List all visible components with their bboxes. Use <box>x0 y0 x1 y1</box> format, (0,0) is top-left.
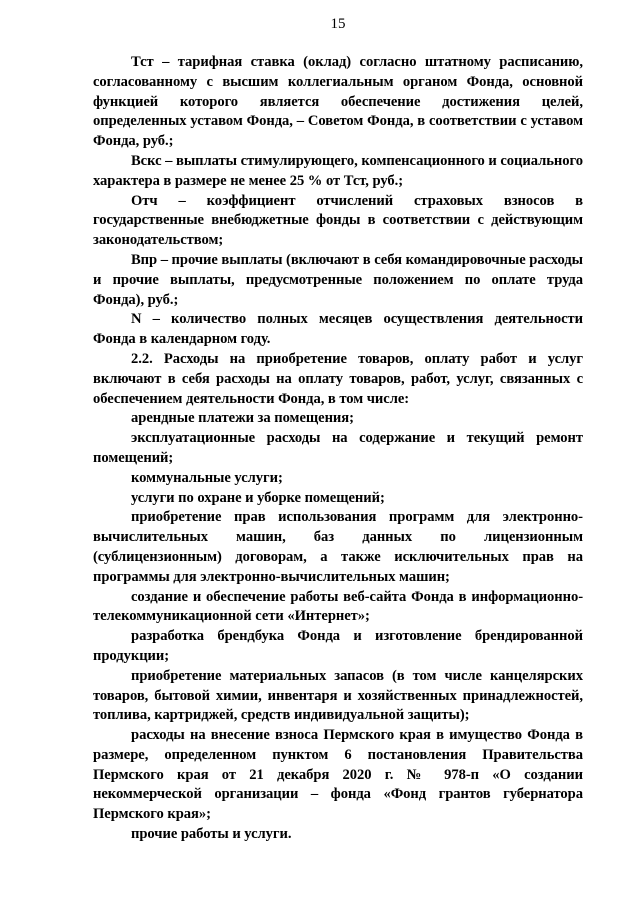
list-item-security-cleaning: услуги по охране и уборке помещений; <box>131 489 385 506</box>
list-item-rent: арендные платежи за помещения; <box>131 410 354 427</box>
paragraph-n-definition: N – количество полных месяцев осуществления деятельности Фонда в календарном году. <box>93 311 583 348</box>
list-item-software-rights: приобретение прав использования программ для электронно-вычислительных машин, баз данных по лицензионным (сублицензионным) договорам, а также исключительных прав на программы для электронно-вычислительных машин; <box>93 509 583 585</box>
list-item-contribution: расходы на внесение взноса Пермского края в имущество Фонда в размере, определенном пунктом 6 постановления Правительства Пермского края от 21 декабря 2020 г. № 978-п «О создании некоммерческой организации – фонда «Фонд грантов губернатора Пермского края»; <box>93 727 583 823</box>
list-item-other-services: прочие работы и услуги. <box>131 826 292 843</box>
list-item-materials: приобретение материальных запасов (в том числе канцелярских товаров, бытовой химии, инвентаря и хозяйственных принадлежностей, топлива, картриджей, средств индивидуальной защиты); <box>93 667 583 724</box>
document-page <box>93 14 583 845</box>
page-number: 15 <box>330 16 346 32</box>
list-item-brandbook: разработка брендбука Фонда и изготовление брендированной продукции; <box>93 628 583 664</box>
list-item-utilities: коммунальные услуги; <box>131 469 283 486</box>
list-item-website: создание и обеспечение работы веб-сайта Фонда в информационно-телекоммуникационной сети «Интернет»; <box>93 588 583 625</box>
list-item-maintenance: эксплуатационные расходы на содержание и текущий ремонт помещений; <box>93 430 583 466</box>
paragraph-section-2-2: 2.2. Расходы на приобретение товаров, оплату работ и услуг включают в себя расходы на оплату товаров, работ, услуг, связанных с обеспечением деятельности Фонда, в том числе: <box>93 350 583 407</box>
paragraph-vpr-definition: Впр – прочие выплаты (включают в себя командировочные расходы и прочие выплаты, предусмотренные положением по оплате труда Фонда), руб.; <box>93 251 583 308</box>
paragraph-vsks-definition: Вскс – выплаты стимулирующего, компенсационного и социального характера в размере не менее 25 % от Тст, руб.; <box>93 152 583 189</box>
paragraph-otch-definition: Отч – коэффициент отчислений страховых взносов в государственные внебюджетные фонды в соответствии с действующим законодательством; <box>93 192 583 249</box>
paragraph-tst-definition: Тст – тарифная ставка (оклад) согласно штатному расписанию, согласованному с высшим коллегиальным органом Фонда, основной функцией которого является обеспечение достижения целей, определенных уставом Фонда, – Советом Фонда, в соответствии с уставом Фонда, руб.; <box>93 54 583 150</box>
